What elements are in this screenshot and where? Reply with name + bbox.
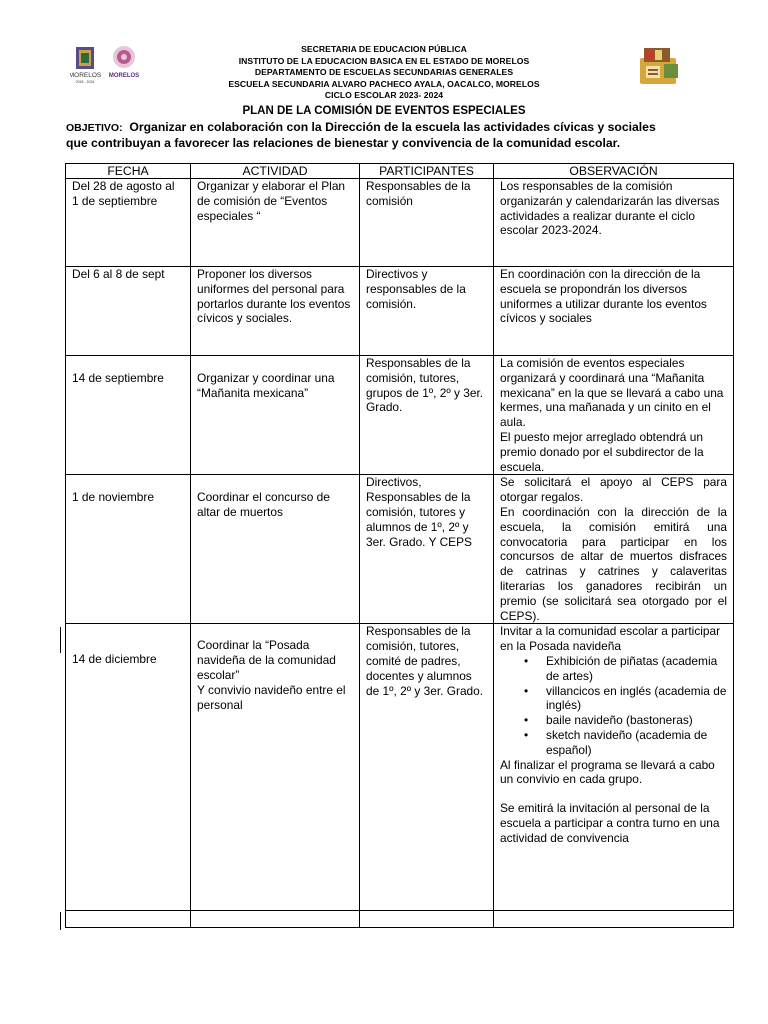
- observacion-paragraph: Se solicitará el apoyo al CEPS para otorgar regalos.: [500, 475, 727, 505]
- cell-fecha: 14 de septiembre: [66, 356, 191, 475]
- observacion-paragraph: En coordinación con la dirección de la escuela, la comisión emitirá una convocatoria para participar en los concursos de altar de muertos disfraces de catrinas y catrines y calaveritas literarias los ganadores recibirán un premio (se solicitará sea otorgado por el CEPS).: [500, 504, 727, 623]
- objective: [66, 120, 716, 151]
- observacion-paragraph: Al finalizar el programa se llevará a cabo un convivio en cada grupo.: [500, 757, 715, 787]
- list-item: • Exhibición de piñatas (academia de artes): [546, 654, 727, 684]
- logo-left-years: 2018 - 2024: [75, 80, 95, 84]
- actividad-paragraph: Y convivio navideño entre el personal: [197, 682, 346, 712]
- table-header-row: [66, 164, 734, 179]
- plan-table: [65, 163, 734, 928]
- cell-empty: [360, 911, 494, 928]
- revision-marker: [60, 627, 61, 653]
- revision-marker: [60, 912, 61, 930]
- observacion-paragraph: El puesto mejor arreglado obtendrá un premio donado por el subdirector de la escuela.: [500, 429, 704, 474]
- cell-fecha: Del 6 al 8 de sept: [66, 267, 191, 356]
- actividad-paragraph: Coordinar la “Posada navideña de la comunidad escolar”: [197, 638, 336, 682]
- cell-fecha: 14 de diciembre: [66, 624, 191, 911]
- cell-observacion: [494, 624, 734, 911]
- observacion-paragraph: Se emitirá la invitación al personal de la escuela a participar a contra turno en una actividad de convivencia: [500, 801, 720, 845]
- list-item: • baile navideño (bastoneras): [546, 713, 727, 728]
- table-row: [66, 624, 734, 911]
- column-header-actividad: ACTIVIDAD: [191, 164, 360, 179]
- cell-empty: [191, 911, 360, 928]
- cell-observacion: En coordinación con la dirección de la escuela se propondrán los diversos uniformes a utilizar durante los eventos cívicos y sociales: [494, 267, 734, 356]
- observacion-paragraph: Invitar a la comunidad escolar a participar en la Posada navideña: [500, 624, 721, 654]
- logo-left-text: MORELOS: [70, 72, 102, 79]
- list-item: • villancicos en inglés (academia de inglés): [546, 684, 727, 714]
- observacion-paragraph: La comisión de eventos especiales organizará y coordinará una “Mañanita mexicana” en la que se llevará a cabo una kermes, una mañanada y un cinito en el aula.: [500, 356, 724, 430]
- cell-actividad: Organizar y elaborar el Plan de comisión de “Eventos especiales “: [191, 179, 360, 267]
- cell-empty: [66, 911, 191, 928]
- cell-participantes: Directivos y responsables de la comisión.: [360, 267, 494, 356]
- cell-fecha: Del 28 de agosto al 1 de septiembre: [66, 179, 191, 267]
- table-row: [66, 267, 734, 356]
- cell-participantes: Directivos, Responsables de la comisión, tutores y alumnos de 1º, 2º y 3er. Grado. Y CEPS: [360, 475, 494, 624]
- cell-fecha: 1 de noviembre: [66, 475, 191, 624]
- cell-actividad: [191, 624, 360, 911]
- cell-actividad: Organizar y coordinar una “Mañanita mexicana”: [191, 356, 360, 475]
- objective-label: OBJETIVO:: [66, 122, 123, 134]
- objective-text: Organizar en colaboración con la Dirección de la escuela las actividades cívicas y sociales: [129, 120, 656, 134]
- cell-observacion: Los responsables de la comisión organizarán y calendarizarán las diversas actividades a realizar durante el ciclo escolar 2023-2024.: [494, 179, 734, 267]
- header-line: SECRETARIA DE EDUCACION PÚBLICA: [301, 44, 467, 54]
- cell-observacion: [494, 475, 734, 624]
- list-item: • sketch navideño (academia de español): [546, 728, 727, 758]
- header-line: CICLO ESCOLAR 2023- 2024: [324, 90, 444, 100]
- document-title: PLAN DE LA COMISIÓN DE EVENTOS ESPECIALES: [242, 105, 526, 117]
- cell-actividad: Proponer los diversos uniformes del personal para portarlos durante los eventos cívicos y sociales.: [191, 267, 360, 356]
- header-line: ESCUELA SECUNDARIA ALVARO PACHECO AYALA, OACALCO, MORELOS: [228, 78, 540, 89]
- column-header-participantes: PARTICIPANTES: [360, 164, 494, 179]
- cell-empty: [494, 911, 734, 928]
- logo-left-text2: MORELOS: [108, 73, 140, 79]
- paragraph-spacer: [500, 787, 727, 801]
- table-row: [66, 179, 734, 267]
- header-line: INSTITUTO DE LA EDUCACION BASICA EN EL ESTADO DE MORELOS: [238, 55, 530, 66]
- cell-participantes: Responsables de la comisión, tutores, grupos de 1º, 2º y 3er. Grado.: [360, 356, 494, 475]
- observacion-list: [500, 654, 727, 758]
- column-header-fecha: FECHA: [66, 164, 191, 179]
- cell-participantes: Responsables de la comisión: [360, 179, 494, 267]
- cell-participantes: Responsables de la comisión, tutores, comité de padres, docentes y alumnos de 1º, 2º y 3er. Grado.: [360, 624, 494, 911]
- table-row: [66, 356, 734, 475]
- header-line: DEPARTAMENTO DE ESCUELAS SECUNDARIAS GENERALES: [254, 67, 514, 77]
- objective-text: que contribuyan a favorecer las relaciones de bienestar y convivencia de la comunidad escolar.: [66, 136, 621, 150]
- table-row-empty: [66, 911, 734, 928]
- cell-actividad: Coordinar el concurso de altar de muertos: [191, 475, 360, 624]
- document-header: [0, 44, 768, 102]
- column-header-observacion: OBSERVACIÓN: [494, 164, 734, 179]
- cell-observacion: [494, 356, 734, 475]
- table-row: [66, 475, 734, 624]
